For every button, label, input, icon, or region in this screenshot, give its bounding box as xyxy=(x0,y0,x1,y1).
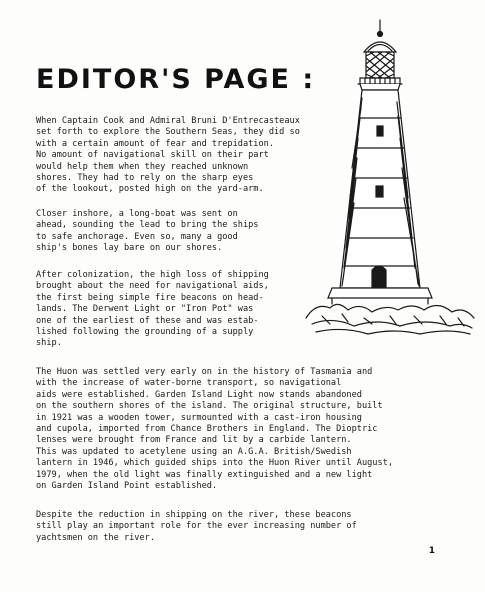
paragraph-colonization: After colonization, the high loss of shipping brought about the need for navigational aids, the first being simple fire beacons on head- lands. The Derwent Light or "Iron Pot" was one of the earliest of these and was estab- lished following the grounding of a supply ship. xyxy=(36,270,269,349)
paragraph-beacons-today: Despite the reduction in shipping on the river, these beacons still play an important role for the ever increasing number of yachtsmen on the river. xyxy=(36,510,357,543)
paragraph-inshore: Closer inshore, a long-boat was sent on ahead, sounding the lead to bring the ships to safe anchorage. Even so, many a good ship's bones lay bare on our shores. xyxy=(36,209,259,254)
page-number: 1 xyxy=(428,546,435,556)
page-title xyxy=(36,64,315,95)
paragraph-huon-history: The Huon was settled very early on in the history of Tasmania and with the increase of water-borne transport, so navigational aids were established. Garden Island Light now stands abandoned on the southern shores of the island. The original structure, built in 1921 was a wooden tower, surmounted with a cast-iron housing and cupola, imported from Chance Brothers in England. The Dioptric lenses were brought from France and lit by a carbide lantern. This was updated to acetylene using an A.G.A. British/Swedish lantern in 1946, which guided ships into the Huon River until August, 1979, when the old light was finally extinguished and a new light on Garden Island Point established. xyxy=(36,367,393,492)
paragraph-exploration: When Captain Cook and Admiral Bruni D'Entrecasteaux set forth to explore the Southern Seas, they did so with a certain amount of fear and trepidation. No amount of navigational skill on their part would help them when they reached unknown shores. They had to rely on the sharp eyes of the lookout, posted high on the yard-arm. xyxy=(36,116,300,195)
page-title-text: EDITOR'S PAGE xyxy=(36,64,291,95)
page-title-mark: : xyxy=(302,64,316,95)
lighthouse-icon xyxy=(302,18,478,338)
